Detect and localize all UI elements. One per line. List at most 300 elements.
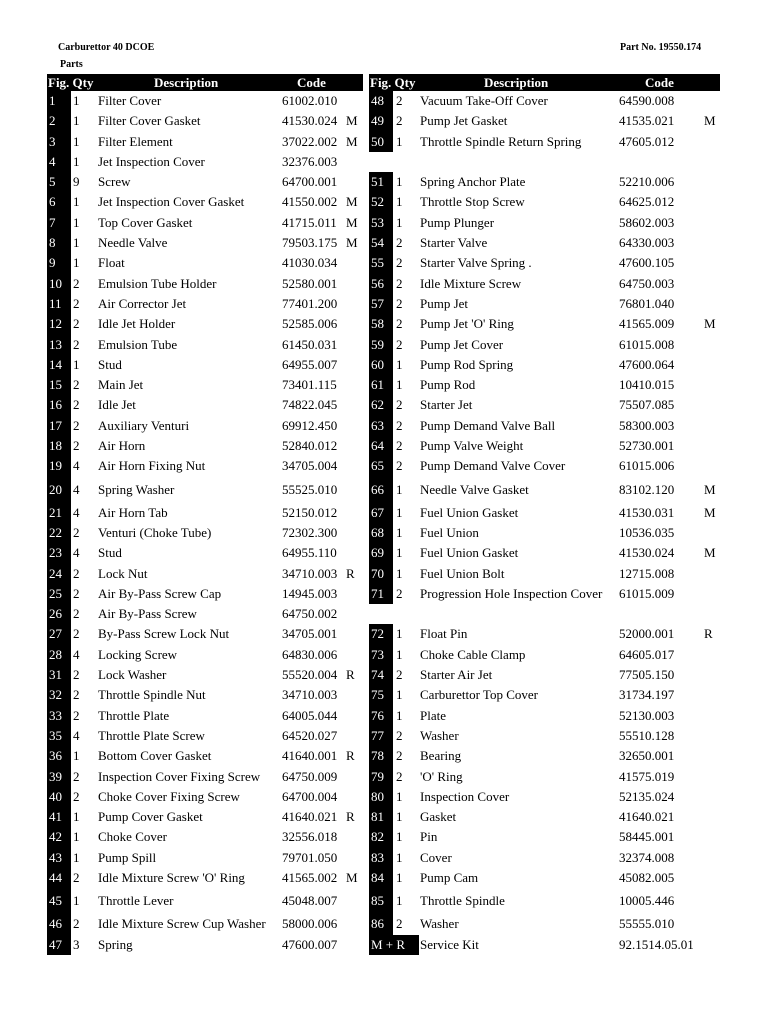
qty-cell: 1: [73, 356, 80, 372]
fig-number: 53: [369, 213, 393, 233]
table-row: [369, 335, 768, 355]
header-code: Code: [645, 75, 674, 90]
fig-number: 43: [47, 848, 71, 868]
qty-cell: 2: [396, 438, 403, 454]
qty-cell: 4: [73, 504, 80, 520]
qty-cell: 2: [396, 667, 403, 683]
table-row: [369, 355, 768, 375]
description-cell: Jet Inspection Cover: [98, 153, 205, 169]
flag-cell: R: [346, 667, 355, 683]
fig-number: 35: [47, 726, 71, 746]
fig-number: 69: [369, 543, 393, 563]
qty-cell: 2: [396, 336, 403, 352]
description-cell: Air Horn Fixing Nut: [98, 458, 206, 474]
description-cell: Pump Cam: [420, 869, 479, 885]
fig-number: 62: [369, 395, 393, 415]
fig-number: 1: [47, 91, 71, 111]
qty-cell: 1: [73, 748, 80, 764]
qty-cell: 2: [396, 316, 403, 332]
table-row: [369, 543, 768, 563]
code-cell: 52135.024: [619, 788, 675, 804]
description-cell: Pump Rod: [420, 377, 476, 393]
description-cell: Starter Valve: [420, 235, 488, 251]
qty-cell: 1: [73, 93, 80, 108]
table-row: [369, 624, 768, 644]
code-cell: 61002.010: [282, 93, 338, 108]
fig-number: 71: [369, 584, 393, 604]
code-cell: 41530.024: [282, 113, 338, 129]
fig-number: 42: [47, 827, 71, 847]
description-cell: Auxiliary Venturi: [98, 417, 190, 433]
qty-cell: 2: [73, 275, 80, 291]
code-cell: 32650.001: [619, 748, 675, 764]
qty-cell: 2: [396, 235, 403, 251]
code-cell: 83102.120: [619, 481, 675, 497]
fig-number: 52: [369, 192, 393, 212]
qty-cell: 2: [396, 727, 403, 743]
code-cell: 10005.446: [619, 893, 675, 909]
fig-number: 61: [369, 375, 393, 395]
description-cell: Pump Rod Spring: [420, 356, 514, 372]
fig-number: 80: [369, 787, 393, 807]
flag-cell: M: [346, 194, 358, 210]
table-row: [369, 477, 768, 503]
description-cell: Starter Valve Spring .: [420, 255, 532, 271]
flag-cell: M: [346, 869, 358, 885]
qty-cell: 1: [396, 565, 403, 581]
fig-number: 15: [47, 375, 71, 395]
description-cell: Carburettor Top Cover: [420, 687, 538, 703]
description-cell: Choke Cover: [98, 829, 167, 845]
code-cell: 75507.085: [619, 397, 675, 413]
description-cell: Fuel Union Gasket: [420, 545, 519, 561]
qty-cell: 4: [73, 727, 80, 743]
code-cell: 64955.007: [282, 356, 338, 372]
fig-number: 8: [47, 233, 71, 253]
table-row: [369, 192, 768, 212]
qty-cell: 2: [73, 336, 80, 352]
description-cell: Plate: [420, 707, 446, 723]
qty-cell: 1: [396, 809, 403, 825]
table-row: [369, 726, 768, 746]
description-cell: Choke Cover Fixing Screw: [98, 788, 240, 804]
fig-number: 49: [369, 111, 393, 131]
fig-number: 10: [47, 274, 71, 294]
table-row: [369, 564, 768, 584]
qty-cell: 1: [396, 524, 403, 540]
code-cell: 58602.003: [619, 214, 675, 230]
code-cell: 45082.005: [619, 869, 675, 885]
table-row: [369, 375, 768, 395]
description-cell: Filter Element: [98, 133, 173, 149]
code-cell: 41640.001: [282, 748, 338, 764]
qty-cell: 1: [73, 809, 80, 825]
description-cell: Idle Mixture Screw 'O' Ring: [98, 869, 245, 885]
fig-number: 21: [47, 503, 71, 523]
fig-number: 19: [47, 456, 71, 476]
fig-number: 58: [369, 314, 393, 334]
header-description: Description: [484, 75, 549, 90]
description-cell: Pump Jet 'O' Ring: [420, 316, 514, 332]
code-cell: 52585.006: [282, 316, 338, 332]
description-cell: Throttle Spindle Nut: [98, 687, 206, 703]
code-cell: 64750.009: [282, 768, 338, 784]
qty-cell: 1: [396, 194, 403, 210]
description-cell: Washer: [420, 727, 459, 743]
fig-number: 4: [47, 152, 71, 172]
description-cell: Needle Valve Gasket: [420, 481, 529, 497]
code-cell: 32556.018: [282, 829, 338, 845]
description-cell: Air By-Pass Screw Cap: [98, 585, 222, 601]
fig-number: 78: [369, 746, 393, 766]
fig-number: 67: [369, 503, 393, 523]
code-cell: 10410.015: [619, 377, 675, 393]
description-cell: Jet Inspection Cover Gasket: [98, 194, 245, 210]
description-cell: Bottom Cover Gasket: [98, 748, 212, 764]
qty-cell: 1: [73, 153, 80, 169]
fig-number: 20: [47, 477, 71, 503]
description-cell: Pump Plunger: [420, 214, 495, 230]
code-cell: 77401.200: [282, 295, 338, 311]
qty-cell: 2: [396, 275, 403, 291]
fig-number: 82: [369, 827, 393, 847]
description-cell: Idle Jet: [98, 397, 136, 413]
description-cell: Fuel Union: [420, 524, 479, 540]
fig-number: 59: [369, 335, 393, 355]
description-cell: Starter Jet: [420, 397, 473, 413]
description-cell: Pump Demand Valve Cover: [420, 458, 566, 474]
code-cell: 69912.450: [282, 417, 338, 433]
fig-number: 36: [47, 746, 71, 766]
table-row: [369, 436, 768, 456]
flag-cell: R: [704, 626, 713, 642]
fig-number: 24: [47, 564, 71, 584]
qty-cell: 2: [396, 916, 403, 932]
code-cell: 58300.003: [619, 417, 675, 433]
code-cell: 61015.008: [619, 336, 675, 352]
fig-number: 25: [47, 584, 71, 604]
description-cell: Needle Valve: [98, 235, 168, 251]
description-cell: Fuel Union Gasket: [420, 504, 519, 520]
code-cell: 58000.006: [282, 916, 338, 932]
table-row: [369, 807, 768, 827]
code-cell: 79701.050: [282, 849, 338, 865]
code-cell: 79503.175: [282, 235, 338, 251]
code-cell: 64830.006: [282, 646, 338, 662]
description-cell: Throttle Spindle: [420, 893, 505, 909]
qty-cell: 2: [73, 438, 80, 454]
description-cell: Lock Washer: [98, 667, 167, 683]
qty-cell: 4: [73, 646, 80, 662]
table-row: [369, 274, 768, 294]
header-description: Description: [154, 75, 219, 90]
fig-number: 48: [369, 91, 393, 111]
description-cell: By-Pass Screw Lock Nut: [98, 626, 230, 642]
qty-cell: 1: [73, 133, 80, 149]
code-cell: 64005.044: [282, 707, 338, 723]
qty-cell: 2: [73, 667, 80, 683]
code-cell: 64750.003: [619, 275, 675, 291]
code-cell: 34705.004: [282, 458, 338, 474]
qty-cell: 1: [396, 377, 403, 393]
table-row: [369, 503, 768, 523]
fig-number: 60: [369, 355, 393, 375]
qty-cell: 2: [73, 585, 80, 601]
qty-cell: 1: [396, 707, 403, 723]
qty-cell: 1: [396, 174, 403, 190]
code-cell: 45048.007: [282, 893, 338, 909]
code-cell: 41535.021: [619, 113, 675, 129]
fig-number: 81: [369, 807, 393, 827]
code-cell: 41565.009: [619, 316, 675, 332]
fig-number: 16: [47, 395, 71, 415]
fig-number: 5: [47, 172, 71, 192]
fig-number: 83: [369, 848, 393, 868]
qty-cell: 2: [396, 255, 403, 271]
table-row: [369, 935, 768, 955]
fig-number: 28: [47, 645, 71, 665]
flag-cell: M: [346, 133, 358, 149]
description-cell: Top Cover Gasket: [98, 214, 193, 230]
fig-number: 55: [369, 253, 393, 273]
qty-cell: 1: [396, 829, 403, 845]
fig-number: 23: [47, 543, 71, 563]
description-cell: Inspection Cover Fixing Screw: [98, 768, 261, 784]
fig-number: 70: [369, 564, 393, 584]
fig-number: 31: [47, 665, 71, 685]
code-cell: 14945.003: [282, 585, 338, 601]
code-cell: 64955.110: [282, 545, 337, 561]
code-cell: 41550.002: [282, 194, 338, 210]
code-cell: 64750.002: [282, 606, 338, 622]
code-cell: 37022.002: [282, 133, 338, 149]
fig-number: 7: [47, 213, 71, 233]
fig-number: 44: [47, 868, 71, 888]
table-row: [369, 787, 768, 807]
fig-number: 45: [47, 888, 71, 914]
description-cell: Air By-Pass Screw: [98, 606, 197, 622]
table-row: [369, 914, 768, 934]
description-cell: Air Horn Tab: [98, 504, 168, 520]
qty-cell: 1: [396, 849, 403, 865]
code-cell: 61015.006: [619, 458, 675, 474]
code-cell: 72302.300: [282, 524, 338, 540]
qty-cell: 1: [396, 788, 403, 804]
qty-cell: 2: [73, 626, 80, 642]
table-row: [369, 665, 768, 685]
fig-number: 74: [369, 665, 393, 685]
flag-cell: M: [704, 545, 716, 561]
qty-cell: 2: [396, 93, 403, 108]
code-cell: 55510.128: [619, 727, 675, 743]
qty-cell: 1: [396, 481, 403, 497]
description-cell: Filter Cover: [98, 93, 162, 108]
code-cell: 52730.001: [619, 438, 675, 454]
document-subtitle: Parts: [60, 59, 83, 70]
fig-number: 84: [369, 868, 393, 888]
code-cell: 52840.012: [282, 438, 338, 454]
code-cell: 41565.002: [282, 869, 338, 885]
fig-number: 17: [47, 416, 71, 436]
table-row: [369, 213, 768, 233]
table-row: [369, 395, 768, 415]
description-cell: Emulsion Tube: [98, 336, 178, 352]
code-cell: 52000.001: [619, 626, 675, 642]
code-cell: 55520.004: [282, 667, 338, 683]
code-cell: 12715.008: [619, 565, 675, 581]
fig-number: 66: [369, 477, 393, 503]
fig-number: 72: [369, 624, 393, 644]
description-cell: Choke Cable Clamp: [420, 646, 526, 662]
description-cell: Starter Air Jet: [420, 667, 493, 683]
description-cell: Screw: [98, 174, 131, 190]
qty-cell: 1: [396, 356, 403, 372]
fig-number: 77: [369, 726, 393, 746]
qty-cell: 1: [73, 849, 80, 865]
code-cell: 64330.003: [619, 235, 675, 251]
table-row: [369, 523, 768, 543]
code-cell: 32376.003: [282, 153, 338, 169]
qty-cell: 1: [73, 255, 80, 271]
fig-number: 46: [47, 914, 71, 934]
fig-number: 9: [47, 253, 71, 273]
code-cell: 34710.003: [282, 565, 338, 581]
fig-number: 65: [369, 456, 393, 476]
qty-cell: 1: [396, 214, 403, 230]
qty-cell: 2: [396, 295, 403, 311]
code-cell: 92.1514.05.01: [619, 936, 694, 952]
fig-number: 76: [369, 706, 393, 726]
flag-cell: M: [704, 481, 716, 497]
code-cell: 64625.012: [619, 194, 675, 210]
description-cell: Gasket: [420, 809, 457, 825]
qty-cell: 2: [73, 295, 80, 311]
description-cell: Main Jet: [98, 377, 144, 393]
qty-cell: 3: [73, 936, 80, 952]
description-cell: Spring Washer: [98, 481, 175, 497]
description-cell: Idle Jet Holder: [98, 316, 176, 332]
description-cell: Pump Jet: [420, 295, 469, 311]
flag-cell: R: [346, 565, 355, 581]
part-number: Part No. 19550.174: [620, 42, 702, 53]
description-cell: Emulsion Tube Holder: [98, 275, 217, 291]
table-header-right: [369, 74, 720, 91]
description-cell: Idle Mixture Screw Cup Washer: [98, 916, 266, 932]
qty-cell: 4: [73, 458, 80, 474]
code-cell: 32374.008: [619, 849, 675, 865]
code-cell: 64700.004: [282, 788, 338, 804]
qty-cell: 1: [396, 646, 403, 662]
fig-number: 68: [369, 523, 393, 543]
fig-number: 56: [369, 274, 393, 294]
qty-cell: 2: [396, 458, 403, 474]
code-cell: 77505.150: [619, 667, 675, 683]
qty-cell: 1: [396, 626, 403, 642]
flag-cell: M: [346, 113, 358, 129]
table-row: [369, 172, 768, 192]
code-cell: 47600.105: [619, 255, 675, 271]
qty-cell: 1: [396, 545, 403, 561]
table-row: [369, 746, 768, 766]
qty-cell: 2: [73, 524, 80, 540]
qty-cell: 2: [396, 397, 403, 413]
fig-number: 26: [47, 604, 71, 624]
description-cell: Spring Anchor Plate: [420, 174, 526, 190]
fig-number: 47: [47, 935, 71, 955]
qty-cell: 1: [396, 133, 403, 149]
qty-cell: 4: [73, 481, 80, 497]
code-cell: 61015.009: [619, 585, 675, 601]
description-cell: Spring: [98, 936, 133, 952]
code-cell: 55525.010: [282, 481, 338, 497]
fig-number: 50: [369, 132, 393, 152]
table-row: [369, 294, 768, 314]
description-cell: Throttle Lever: [98, 893, 174, 909]
qty-cell: 2: [73, 417, 80, 433]
description-cell: Inspection Cover: [420, 788, 510, 804]
code-cell: 52580.001: [282, 275, 338, 291]
code-cell: 41530.024: [619, 545, 675, 561]
description-cell: Float Pin: [420, 626, 468, 642]
fig-number: 85: [369, 888, 393, 914]
fig-number: 64: [369, 436, 393, 456]
fig-number: 18: [47, 436, 71, 456]
fig-number: 3: [47, 132, 71, 152]
qty-cell: 2: [73, 916, 80, 932]
fig-number: 13: [47, 335, 71, 355]
fig-number: 40: [47, 787, 71, 807]
table-row: [369, 253, 768, 273]
qty-cell: 2: [396, 768, 403, 784]
description-cell: Service Kit: [420, 936, 479, 952]
description-cell: Throttle Plate Screw: [98, 727, 205, 743]
code-cell: 61450.031: [282, 336, 338, 352]
description-cell: Stud: [98, 356, 122, 372]
description-cell: Pump Spill: [98, 849, 157, 865]
flag-cell: M: [704, 504, 716, 520]
qty-cell: 1: [73, 113, 80, 129]
qty-cell: 1: [73, 214, 80, 230]
fig-number: 6: [47, 192, 71, 212]
code-cell: 64700.001: [282, 174, 338, 190]
qty-cell: 1: [73, 893, 80, 909]
table-header-left: [47, 74, 363, 91]
fig-number: 75: [369, 685, 393, 705]
fig-number: 39: [47, 767, 71, 787]
qty-cell: 1: [73, 194, 80, 210]
code-cell: 52130.003: [619, 707, 675, 723]
qty-cell: 2: [396, 748, 403, 764]
code-cell: 34705.001: [282, 626, 338, 642]
qty-cell: 2: [396, 113, 403, 129]
description-cell: Throttle Stop Screw: [420, 194, 525, 210]
description-cell: Locking Screw: [98, 646, 178, 662]
qty-cell: 2: [73, 606, 80, 622]
code-cell: 41530.031: [619, 504, 675, 520]
document-title: Carburettor 40 DCOE: [58, 42, 155, 53]
description-cell: Filter Cover Gasket: [98, 113, 201, 129]
qty-cell: 2: [73, 565, 80, 581]
qty-cell: 1: [396, 687, 403, 703]
qty-cell: 1: [73, 235, 80, 251]
header-fig-qty: Fig. Qty: [370, 75, 416, 90]
table-row: [369, 416, 768, 436]
code-cell: 52210.006: [619, 174, 675, 190]
table-row: [369, 767, 768, 787]
table-row: [369, 111, 768, 131]
description-cell: Throttle Spindle Return Spring: [420, 133, 582, 149]
description-cell: Float: [98, 255, 125, 271]
